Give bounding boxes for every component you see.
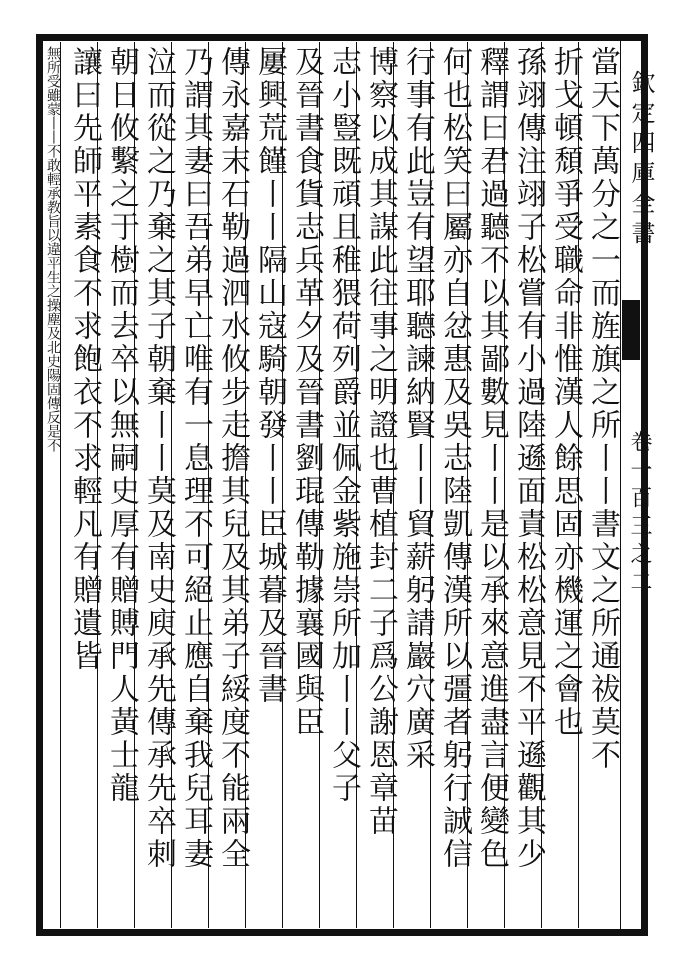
margin-volume: 卷一百三之二: [627, 430, 652, 598]
text-column-15: 讓曰先師平素食不求飽衣不求輕凡有贈遺皆: [67, 46, 102, 673]
text-column-12: 乃謂其妻曰吾弟早亡唯有一息理不可絕止應自棄我兒耳妻: [178, 46, 213, 871]
text-column-14: 朝日攸繫之于樹而去卒以無嗣史厚有贈賻門人黃士龍: [104, 46, 139, 805]
text-column-8: 志小豎既頑且稚猥荷列爵並佩金紫施崇所加丨丨父子: [326, 46, 361, 805]
text-column-16: 無所受雖蒙丨丨不敢輕承教旨以違平生之操塵及北史陽固傳反是不: [45, 46, 61, 452]
text-column-4: 釋謂曰君過聽不以其鄙數見丨丨是以承來意進盡言便變色: [474, 46, 509, 871]
text-column-11: 傳永嘉末石勒過泗水攸步走擔其兒及其弟子綏度不能兩全: [215, 46, 250, 871]
text-column-3: 孫翊傳注翊子松嘗有小過陸遜面責松松意見不平遜觀其少: [511, 46, 546, 871]
text-column-9: 及晉書食貨志兵革夕及晉書劉琨傳勒據襄國與臣: [289, 46, 324, 739]
fish-tail-mark-icon: [622, 300, 640, 360]
margin-title: 欽定四庫全書: [627, 70, 655, 250]
text-column-10: 屢興荒饉丨丨隔山寇騎朝發丨丨臣城暮及晉書: [252, 46, 287, 706]
text-column-6: 行事有此豈有望耶聽諫納賢丨丨貿薪躬請巖穴廣采: [400, 46, 435, 772]
text-column-1: 當天下萬分之一而旌旗之所丨丨書文之所通祓莫不: [585, 46, 620, 772]
text-column-5: 何也松笑曰屬亦自忿惠及吳志陸凱傳漢所以彊者躬行誠信: [437, 46, 472, 871]
text-column-13: 泣而從之乃棄之其子朝棄丨丨莫及南史庾承先傳承先卒刺: [141, 46, 176, 871]
text-column-7: 博察以成其謀此往事之明證也曹植封二子爲公謝恩章苗: [363, 46, 398, 838]
text-column-2: 折戈頓頹爭受職命非惟漢人餘思固亦機運之會也: [548, 46, 583, 739]
